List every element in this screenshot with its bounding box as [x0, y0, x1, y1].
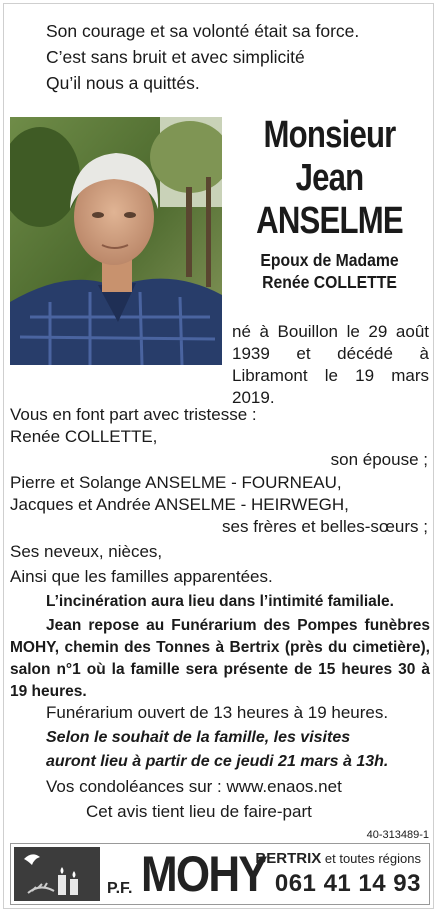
candle-icon — [58, 875, 66, 895]
visit-wish-line: auront lieu à partir de ce jeudi 21 mars à 13h. — [46, 753, 389, 770]
opening-hours: Funérarium ouvert de 13 heures à 19 heures. — [46, 703, 389, 722]
poem-line: Son courage et sa volonté était sa force. — [46, 21, 360, 41]
pf-label: P.F. — [107, 880, 133, 897]
wife-role: son épouse ; — [330, 450, 428, 469]
visit-wish-line: Selon le souhait de la famille, les visites — [46, 729, 351, 746]
reference-number: 40-313489-1 — [366, 829, 429, 841]
nephews-line: Ses neveux, nièces, — [10, 542, 163, 561]
deceased-name-block — [226, 114, 433, 293]
poem-line: C’est sans bruit et avec simplicité — [46, 47, 305, 67]
spouse-line: Epoux de Madame — [260, 250, 399, 270]
siblings-role: ses frères et belles-sœurs ; — [222, 517, 428, 536]
poem — [46, 18, 359, 96]
poem-line: Qu’il nous a quittés. — [46, 73, 200, 93]
funeral-home-notice: Jean repose au Funérarium des Pompes funèbres MOHY, chemin des Tonnes à Bertrix (près du cimetière), salon n°1 où la famille sera présente de 15 heures 30 à 19 heures. — [10, 617, 430, 700]
spouse-name: Renée COLLETTE — [262, 272, 397, 292]
wife-name: Renée COLLETTE, — [10, 427, 158, 446]
condolences-line: Vos condoléances sur : www.enaos.net — [46, 777, 342, 796]
funeral-home-banner — [10, 843, 430, 905]
region-text: et toutes régions — [324, 851, 421, 866]
sibling-line: Pierre et Solange ANSELME - FOURNEAU, — [10, 473, 342, 492]
sibling-line: Jacques et Andrée ANSELME - HEIRWEGH, — [10, 495, 349, 514]
title-monsieur: Monsieur — [263, 114, 396, 156]
families-line: Ainsi que les familles apparentées. — [10, 567, 273, 586]
birth-death-text: né à Bouillon le 29 août 1939 et décédé à Libramont le 19 mars 2019. — [232, 322, 429, 407]
region-line — [255, 850, 421, 867]
first-name: Jean — [295, 157, 364, 199]
phone-number: 061 41 14 93 — [274, 870, 421, 897]
announce-intro: Vous en font part avec tristesse : — [10, 405, 257, 424]
notice-line: Cet avis tient lieu de faire-part — [86, 802, 312, 821]
last-name: ANSELME — [256, 200, 403, 242]
portrait-photo — [10, 117, 222, 365]
brand-name: MOHY — [141, 846, 266, 902]
cremation-notice: L’incinération aura lieu dans l’intimité familiale. — [46, 593, 394, 610]
dove-candle-logo — [14, 847, 100, 901]
city-name: BERTRIX — [255, 850, 322, 867]
